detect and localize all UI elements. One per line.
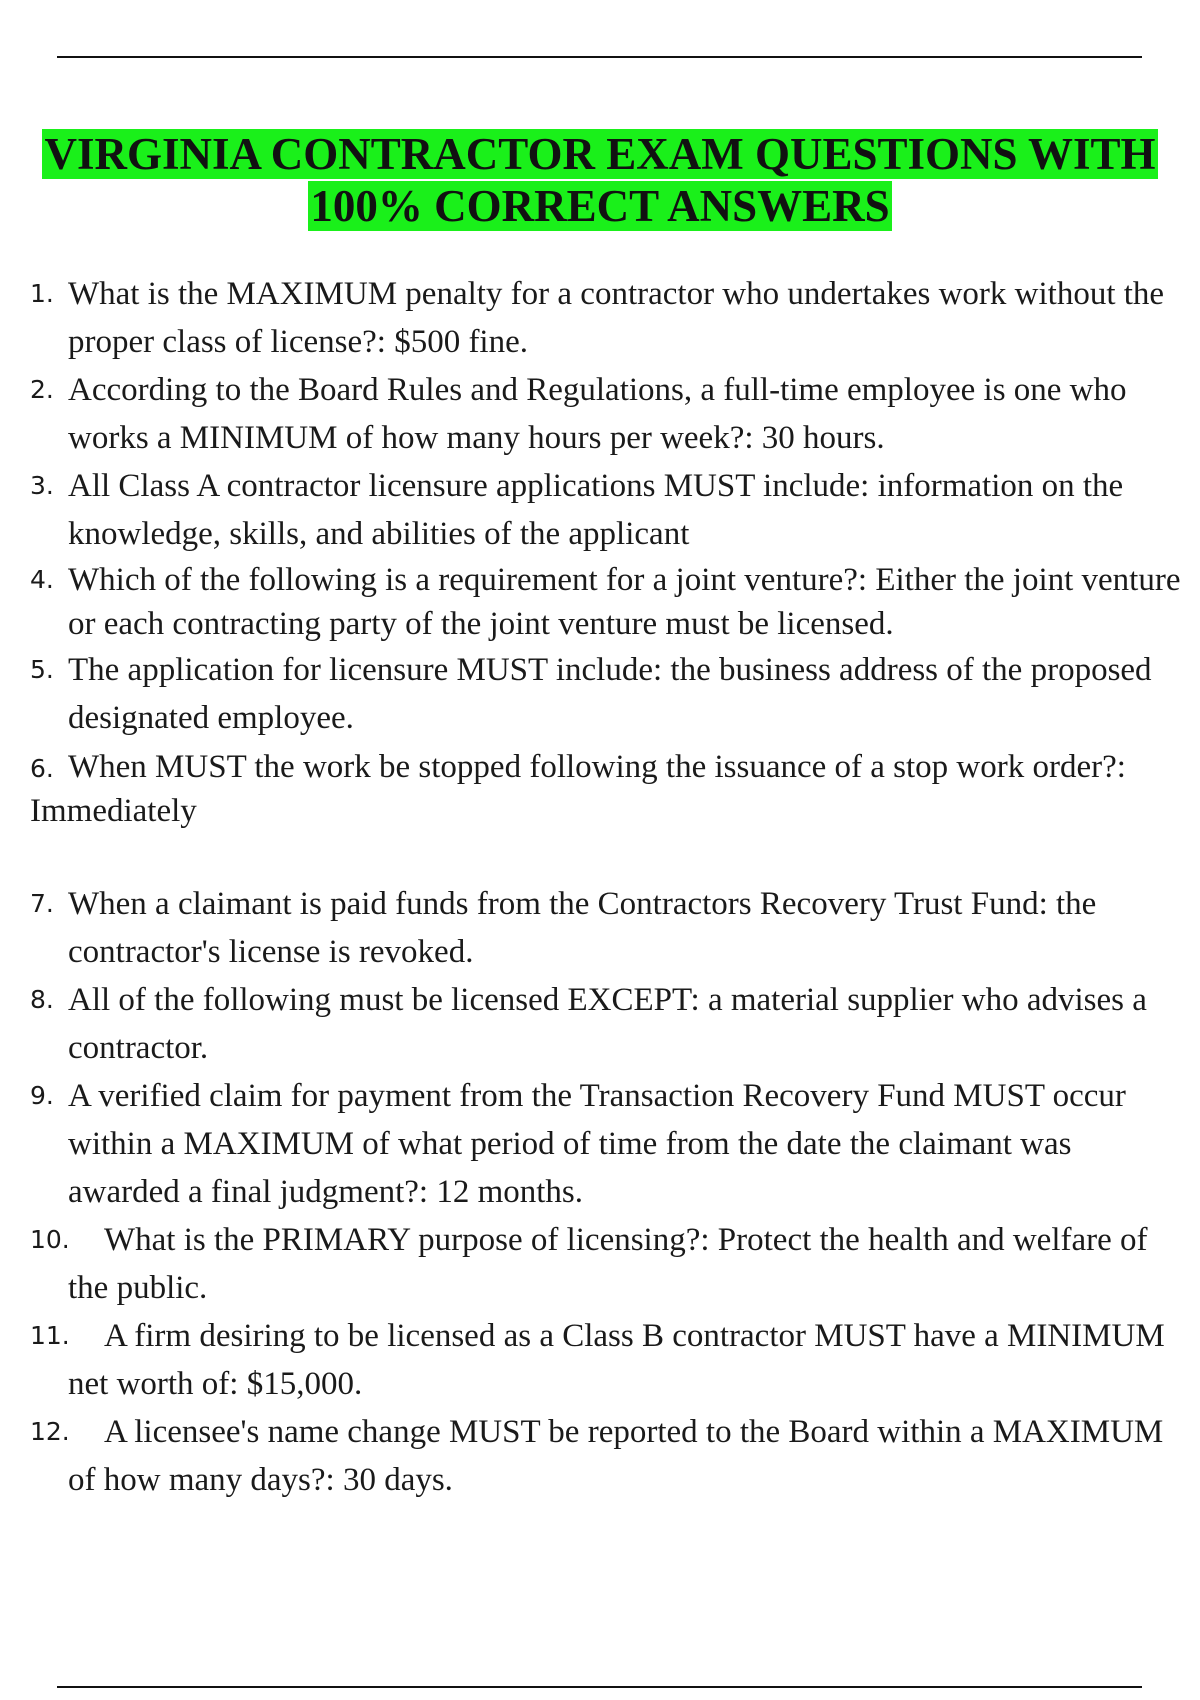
title-line-2: 100% CORRECT ANSWERS [310,181,890,231]
question-number: 1. [30,279,54,308]
question-item-8 [30,976,1190,1072]
question-item-7 [30,880,1190,976]
question-list [30,270,1190,1504]
question-number: 8. [30,985,54,1014]
question-item-5 [30,646,1190,742]
question-text: According to the Board Rules and Regulations, a full-time employee is one who works a MINIMUM of how many hours per week?: 30 hours. [68,372,1127,456]
question-number: 10. [30,1225,70,1254]
document-title [0,128,1200,232]
question-item-12 [30,1408,1190,1504]
question-text: What is the PRIMARY purpose of licensing?: Protect the health and welfare of the public. [68,1222,1148,1306]
title-line-1: VIRGINIA CONTRACTOR EXAM QUESTIONS WITH [44,129,1156,179]
question-number: 12. [30,1417,70,1446]
question-text: All of the following must be licensed EXCEPT: a material supplier who advises a contractor. [68,982,1147,1066]
question-text: All Class A contractor licensure applications MUST include: information on the knowledge, skills, and abilities of the applicant [68,468,1124,552]
question-text: A firm desiring to be licensed as a Class B contractor MUST have a MINIMUM net worth of: $15,000. [68,1318,1165,1402]
question-number: 5. [30,655,54,684]
question-number: 2. [30,375,54,404]
question-number: 7. [30,889,54,918]
question-item-6 [30,746,1190,832]
question-text: Which of the following is a requirement for a joint venture?: Either the joint venture or each contracting party of the joint venture must be licensed. [68,562,1181,642]
question-text: The application for licensure MUST include: the business address of the proposed designated employee. [68,652,1152,736]
question-text: When a claimant is paid funds from the Contractors Recovery Trust Fund: the contractor's license is revoked. [68,886,1097,970]
question-item-4 [30,558,1190,646]
question-item-2 [30,366,1190,462]
question-number: 4. [30,565,54,594]
question-text: What is the MAXIMUM penalty for a contractor who undertakes work without the proper class of license?: $500 fine. [68,276,1165,360]
question-text: A licensee's name change MUST be reported to the Board within a MAXIMUM of how many days?: 30 days. [68,1414,1164,1498]
question-item-11 [30,1312,1190,1408]
question-text: When MUST the work be stopped following the issuance of a stop work order?: Immediately [30,749,1126,829]
question-text: A verified claim for payment from the Transaction Recovery Fund MUST occur within a MAXIMUM of what period of time from the date the claimant was awarded a final judgment?: 12 months. [68,1078,1126,1210]
question-number: 9. [30,1081,54,1110]
question-item-1 [30,270,1190,366]
question-number: 3. [30,471,54,500]
question-number: 6. [30,754,54,783]
question-number: 11. [30,1321,70,1350]
header-rule [57,56,1142,58]
question-item-3 [30,462,1190,558]
question-item-9 [30,1072,1190,1216]
footer-rule [57,1686,1142,1688]
question-item-10 [30,1216,1190,1312]
